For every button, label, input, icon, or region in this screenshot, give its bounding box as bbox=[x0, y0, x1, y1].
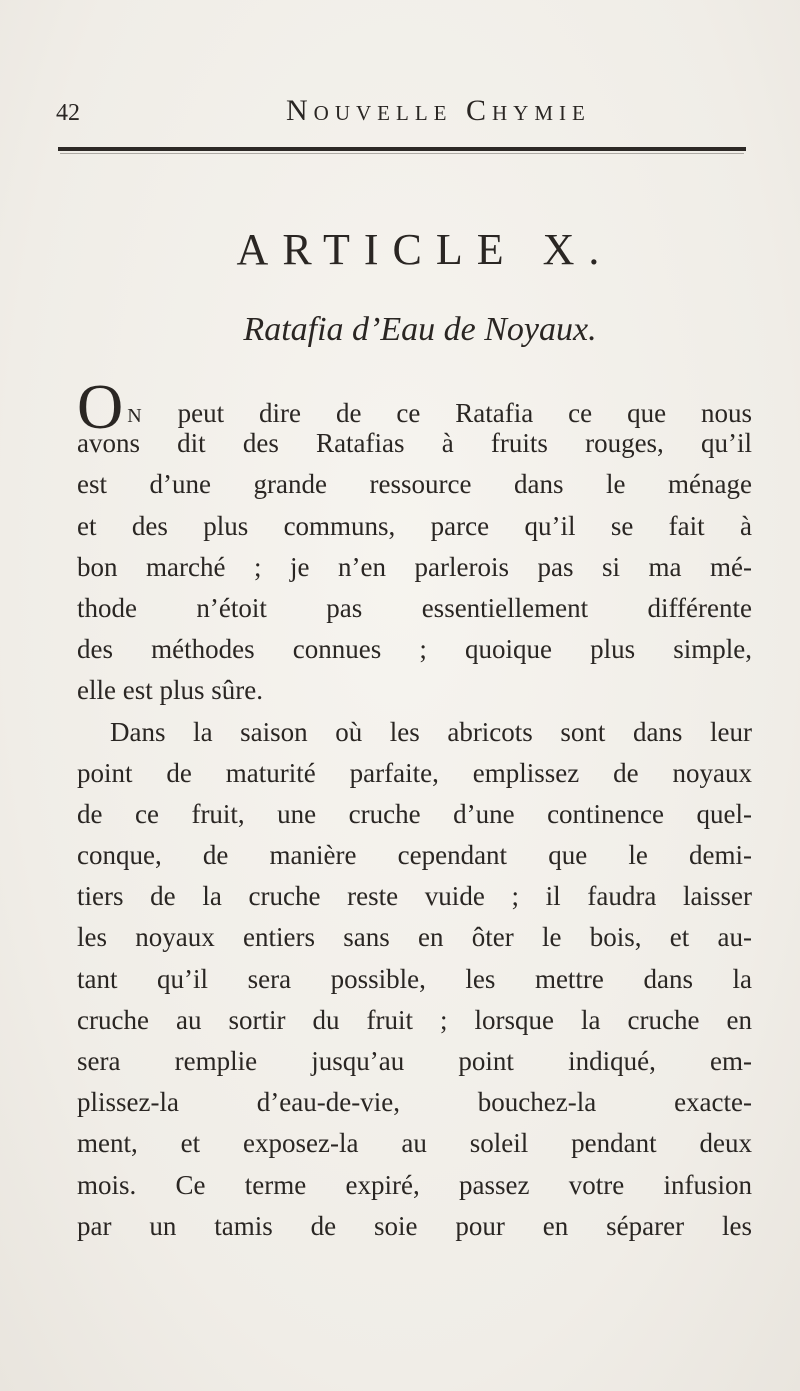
text-line: tant qu’il sera possible, les mettre dans la bbox=[77, 963, 752, 994]
text-line: et des plus communs, parce qu’il se fait à bbox=[77, 510, 752, 541]
text-line: les noyaux entiers sans en ôter le bois, et au- bbox=[77, 922, 752, 953]
page-number: 42 bbox=[56, 100, 80, 126]
article-heading: ARTICLE X. bbox=[236, 225, 614, 274]
text-line: cruche au sortir du fruit ; lorsque la cruche en bbox=[77, 1004, 752, 1035]
text-line: Dans la saison où les abricots sont dans leur bbox=[110, 716, 752, 747]
text-line: thode n’étoit pas essentiellement différente bbox=[77, 592, 752, 623]
text-line bbox=[77, 371, 752, 442]
running-title: Nouvelle Chymie bbox=[286, 94, 591, 127]
header-rule-shadow bbox=[60, 153, 744, 154]
text-line: avons dit des Ratafias à fruits rouges, qu’il bbox=[77, 428, 752, 459]
text-line: plissez-la d’eau-de-vie, bouchez-la exacte- bbox=[77, 1087, 752, 1118]
line-text: peut dire de ce Ratafia ce que nous bbox=[177, 398, 752, 428]
text-line: de ce fruit, une cruche d’une continence quel- bbox=[77, 798, 752, 829]
text-line: point de maturité parfaite, emplissez de noyaux bbox=[77, 757, 752, 788]
body-text bbox=[77, 371, 752, 1247]
text-line: conque, de manière cependant que le demi- bbox=[77, 840, 752, 871]
text-line: par un tamis de soie pour en séparer les bbox=[77, 1210, 752, 1241]
text-line: est d’une grande ressource dans le ménage bbox=[77, 469, 752, 500]
article-subtitle: Ratafia d’Eau de Noyaux. bbox=[243, 311, 597, 348]
header-rule bbox=[58, 147, 746, 151]
text-line: mois. Ce terme expiré, passez votre infusion bbox=[77, 1169, 752, 1200]
text-line: des méthodes connues ; quoique plus simple, bbox=[77, 634, 752, 665]
text-line: sera remplie jusqu’au point indiqué, em- bbox=[77, 1046, 752, 1076]
text-line: tiers de la cruche reste vuide ; il faudra laisser bbox=[77, 881, 752, 912]
text-line: elle est plus sûre. bbox=[77, 675, 263, 706]
text-line: bon marché ; je n’en parlerois pas si ma mé- bbox=[77, 551, 752, 582]
first-word-rest: N bbox=[127, 405, 143, 427]
running-head bbox=[56, 92, 746, 132]
text-line: ment, et exposez-la au soleil pendant deux bbox=[77, 1128, 752, 1159]
drop-cap: O bbox=[77, 371, 124, 442]
